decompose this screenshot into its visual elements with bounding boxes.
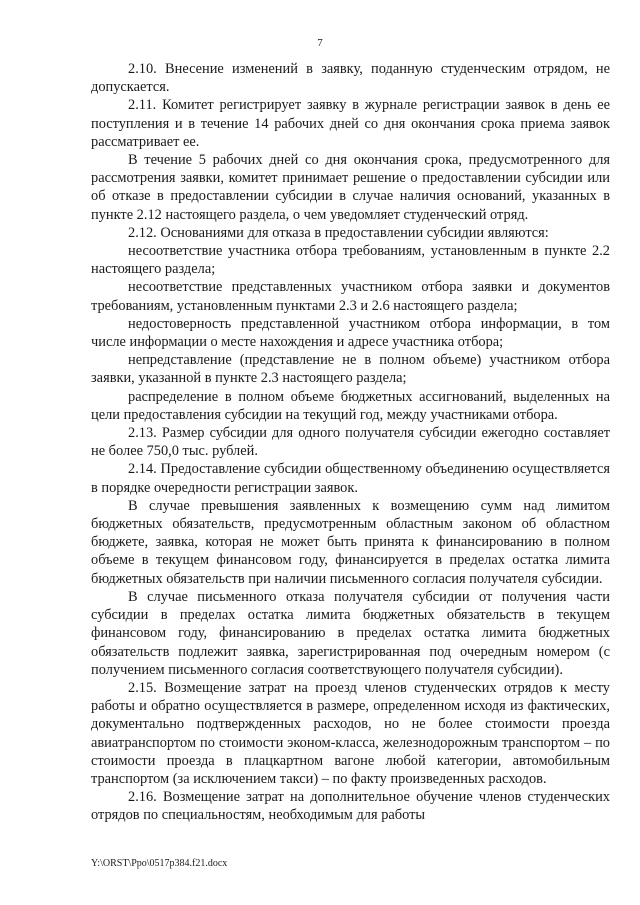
paragraph-limit-excess: В случае превышения заявленных к возмещению сумм над лимитом бюджетных обязательств, предусмотренным областным законом об областном бюджете, заявка, которая не может быть принята к финансированию в полном объеме в текущем финансовом году, финансируется в пределах остатка лимита бюджетных обязательств при наличии письменного согласия получателя субсидии. — [91, 497, 610, 587]
paragraph-2-12: 2.12. Основаниями для отказа в предоставлении субсидии являются: — [128, 224, 549, 241]
paragraph-decision-period: В течение 5 рабочих дней со дня окончания срока, предусмотренного для рассмотрения заявки, комитет принимает решение о предоставлении субсидии или об отказе в предоставлении субсидии в случае наличия оснований, указанных в пункте 2.12 настоящего раздела, о чем уведомляет студенческий отряд. — [91, 152, 610, 223]
paragraph-2-15: 2.15. Возмещение затрат на проезд членов студенческих отрядов к месту работы и обратно осуществляется в размере, определенном исходя из фактических, документально подтвержденных расходов, но не более стоимости проезда авиатранспортом по стоимости эконом-класса, железнодорожным транспортом – по стоимости проезда в плацкартном вагоне любой категории, автомобильным транспортом (за исключением такси) – по факту произведенных расходов. — [91, 679, 610, 787]
paragraph-written-refusal: В случае письменного отказа получателя субсидии от получения части субсидии в пределах остатка лимита бюджетных обязательств в текущем финансовом году, финансированию в пределах остатка лимита бюджетных обязательств подлежит заявка, зарегистрированная под очередным номером (с получением письменного согласия соответствующего получателя субсидии). — [91, 588, 610, 678]
page-number: 7 — [317, 37, 323, 49]
footer-file-path: Y:\ORST\Ppo\0517p384.f21.docx — [91, 858, 228, 869]
paragraph-2-10: 2.10. Внесение изменений в заявку, поданную студенческим отрядом, не допускается. — [91, 61, 610, 96]
refusal-ground-3: недостоверность представленной участником отбора информации, в том числе информации о месте нахождения и адресе участника отбора; — [91, 315, 610, 351]
paragraph-2-14: 2.14. Предоставление субсидии общественному объединению осуществляется в порядке очередности регистрации заявок. — [91, 461, 610, 496]
refusal-ground-5: распределение в полном объеме бюджетных ассигнований, выделенных на цели предоставления субсидии на текущий год, между участниками отбора. — [91, 388, 610, 423]
refusal-ground-1: несоответствие участника отбора требованиям, установленным в пункте 2.2 настоящего раздела; — [91, 243, 610, 278]
refusal-ground-2: несоответствие представленных участником отбора заявки и документов требованиям, установленным пунктами 2.3 и 2.6 настоящего раздела; — [91, 279, 610, 314]
paragraph-2-13: 2.13. Размер субсидии для одного получателя субсидии ежегодно составляет не более 750,0 тыс. рублей. — [91, 425, 610, 460]
paragraph-2-16: 2.16. Возмещение затрат на дополнительное обучение членов студенческих отрядов по специальностям, необходимым для работы — [91, 789, 610, 824]
paragraph-2-11: 2.11. Комитет регистрирует заявку в журнале регистрации заявок в день ее поступления и в течение 14 рабочих дней со дня окончания срока приема заявок рассматривает ее. — [91, 97, 610, 150]
refusal-ground-4: непредставление (представление не в полном объеме) участником отбора заявки, указанной в пункте 2.3 настоящего раздела; — [91, 352, 610, 387]
document-body — [91, 60, 610, 825]
